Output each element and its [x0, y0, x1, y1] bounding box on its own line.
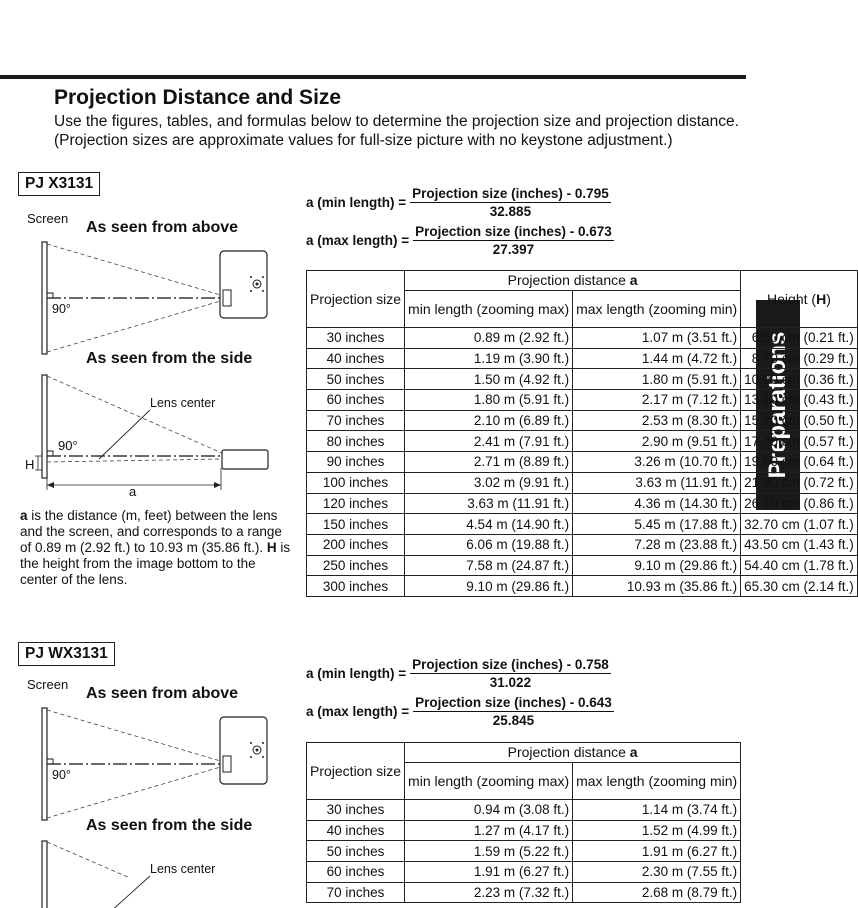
value-cell: 21.80 cm (0.72 ft.): [741, 472, 858, 493]
size-cell: 300 inches: [307, 576, 405, 597]
projection-table-wx3131: [306, 742, 741, 903]
table-row: [307, 514, 858, 535]
formula-min-wx3131: a (min length) = $\frac{\text{Projection size (inches) - 0.758}}{31.022}$: [306, 657, 609, 690]
value-cell: 26.10 cm (0.86 ft.): [741, 493, 858, 514]
value-cell: 10.90 cm (0.36 ft.): [741, 369, 858, 390]
size-cell: 100 inches: [307, 472, 405, 493]
value-cell: 13.10 cm (0.43 ft.): [741, 390, 858, 411]
value-cell: 1.91 m (6.27 ft.): [405, 862, 573, 883]
value-cell: 19.60 cm (0.64 ft.): [741, 452, 858, 473]
value-cell: 15.20 cm (0.50 ft.): [741, 410, 858, 431]
wx3131-diagram: [0, 0, 300, 908]
value-cell: 1.27 m (4.17 ft.): [405, 820, 573, 841]
value-cell: 6.50 cm (0.21 ft.): [741, 328, 858, 349]
value-cell: 1.44 m (4.72 ft.): [573, 348, 741, 369]
value-cell: 43.50 cm (1.43 ft.): [741, 534, 858, 555]
size-cell: 90 inches: [307, 452, 405, 473]
table-row: [307, 862, 741, 883]
value-cell: 10.93 m (35.86 ft.): [573, 576, 741, 597]
value-cell: 2.71 m (8.89 ft.): [405, 452, 573, 473]
formula-max-wx3131: a (max length) = $\frac{\text{Projection size (inches) - 0.643}}{25.845}$: [306, 695, 612, 728]
size-cell: 40 inches: [307, 820, 405, 841]
size-cell: 200 inches: [307, 534, 405, 555]
value-cell: 7.58 m (24.87 ft.): [405, 555, 573, 576]
page-title: Projection Distance and Size: [54, 86, 342, 109]
projection-table-x3131: [306, 270, 858, 597]
value-cell: 1.52 m (4.99 ft.): [573, 820, 741, 841]
value-cell: 2.53 m (8.30 ft.): [573, 410, 741, 431]
value-cell: 1.19 m (3.90 ft.): [405, 348, 573, 369]
top-view-illustration-2: [42, 708, 267, 820]
value-cell: 3.63 m (11.91 ft.): [573, 472, 741, 493]
size-cell: 150 inches: [307, 514, 405, 535]
table-row: [307, 328, 858, 349]
value-cell: 2.41 m (7.91 ft.): [405, 431, 573, 452]
table-row: [307, 431, 858, 452]
value-cell: 0.94 m (3.08 ft.): [405, 800, 573, 821]
header-max-length-2: max length (zooming min): [573, 763, 741, 800]
table-row: [307, 410, 858, 431]
table-row: [307, 841, 741, 862]
table-row: [307, 348, 858, 369]
value-cell: 9.10 m (29.86 ft.): [573, 555, 741, 576]
desc-var-a: a: [20, 508, 28, 523]
value-cell: 4.54 m (14.90 ft.): [405, 514, 573, 535]
desc-var-h: H: [266, 540, 277, 555]
value-cell: 3.02 m (9.91 ft.): [405, 472, 573, 493]
angle-label-top: 90°: [52, 302, 71, 316]
value-cell: 8.70 cm (0.29 ft.): [741, 348, 858, 369]
from-above-heading-2: As seen from above: [86, 685, 239, 702]
size-cell: 120 inches: [307, 493, 405, 514]
value-cell: 1.50 m (4.92 ft.): [405, 369, 573, 390]
table-row: [307, 452, 858, 473]
table-row: [307, 534, 858, 555]
intro-line-2: (Projection sizes are approximate values for full-size picture with no keystone adjustment.): [54, 132, 673, 149]
intro-line-1: Use the figures, tables, and formulas below to determine the projection size and projection distance.: [54, 113, 739, 130]
lens-center-label: Lens center: [150, 396, 216, 410]
side-view-illustration-2: [42, 841, 150, 908]
size-cell: 80 inches: [307, 431, 405, 452]
value-cell: 2.23 m (7.32 ft.): [405, 882, 573, 903]
value-cell: 3.26 m (10.70 ft.): [573, 452, 741, 473]
value-cell: 6.06 m (19.88 ft.): [405, 534, 573, 555]
header-height: Height (H): [741, 271, 858, 328]
value-cell: 4.36 m (14.30 ft.): [573, 493, 741, 514]
model-label-x3131: PJ X3131: [18, 172, 100, 196]
value-cell: 5.45 m (17.88 ft.): [573, 514, 741, 535]
table-row: [307, 820, 741, 841]
size-cell: 250 inches: [307, 555, 405, 576]
value-cell: 1.14 m (3.74 ft.): [573, 800, 741, 821]
from-side-heading-2: As seen from the side: [86, 817, 253, 834]
header-min-length: min length (zooming max): [405, 291, 573, 328]
value-cell: 65.30 cm (2.14 ft.): [741, 576, 858, 597]
value-cell: 1.80 m (5.91 ft.): [405, 390, 573, 411]
header-projection-size-2: Projection size: [307, 743, 405, 800]
size-cell: 70 inches: [307, 882, 405, 903]
formula-max-x3131: a (max length) = $\frac{\text{Projection size (inches) - 0.673}}{27.397}$: [306, 224, 612, 257]
size-cell: 40 inches: [307, 348, 405, 369]
lens-center-label-2: Lens center: [150, 862, 216, 876]
size-cell: 50 inches: [307, 841, 405, 862]
size-cell: 30 inches: [307, 328, 405, 349]
value-cell: 1.59 m (5.22 ft.): [405, 841, 573, 862]
value-cell: 2.90 m (9.51 ft.): [573, 431, 741, 452]
header-projection-distance: Projection distance a: [405, 271, 741, 291]
side-tab-label: Preparations: [764, 331, 791, 479]
value-cell: 3.63 m (11.91 ft.): [405, 493, 573, 514]
header-projection-distance-2: Projection distance a: [405, 743, 741, 763]
size-cell: 60 inches: [307, 390, 405, 411]
table-row: [307, 369, 858, 390]
a-label: a: [129, 484, 137, 499]
value-cell: 2.30 m (7.55 ft.): [573, 862, 741, 883]
table-row: [307, 800, 741, 821]
value-cell: 2.17 m (7.12 ft.): [573, 390, 741, 411]
model-label-wx3131: PJ WX3131: [18, 642, 115, 666]
from-above-heading: As seen from above: [86, 219, 239, 236]
value-cell: 9.10 m (29.86 ft.): [405, 576, 573, 597]
size-cell: 30 inches: [307, 800, 405, 821]
header-max-length: max length (zooming min): [573, 291, 741, 328]
value-cell: 2.68 m (8.79 ft.): [573, 882, 741, 903]
screen-label-2: Screen: [27, 677, 69, 692]
table-row: [307, 882, 741, 903]
value-cell: 1.07 m (3.51 ft.): [573, 328, 741, 349]
size-cell: 50 inches: [307, 369, 405, 390]
table-row: [307, 390, 858, 411]
value-cell: 1.80 m (5.91 ft.): [573, 369, 741, 390]
size-cell: 70 inches: [307, 410, 405, 431]
header-projection-size: Projection size: [307, 271, 405, 328]
table-row: [307, 555, 858, 576]
value-cell: 7.28 m (23.88 ft.): [573, 534, 741, 555]
table-row: [307, 472, 858, 493]
value-cell: 2.10 m (6.89 ft.): [405, 410, 573, 431]
from-side-heading: As seen from the side: [86, 350, 253, 367]
header-min-length-2: min length (zooming max): [405, 763, 573, 800]
angle-label-top-2: 90°: [52, 768, 71, 782]
table-row: [307, 493, 858, 514]
value-cell: 17.40 cm (0.57 ft.): [741, 431, 858, 452]
value-cell: 0.89 m (2.92 ft.): [405, 328, 573, 349]
description-text: a is the distance (m, feet) between the lens and the screen, and corresponds to a range of 0.89 m (2.92 ft.) to 10.93 m (35.86 ft.). H is the height from the image bottom to the center of the lens.: [20, 508, 291, 587]
table-row: [307, 576, 858, 597]
value-cell: 32.70 cm (1.07 ft.): [741, 514, 858, 535]
value-cell: 54.40 cm (1.78 ft.): [741, 555, 858, 576]
h-label: H: [25, 457, 35, 472]
size-cell: 60 inches: [307, 862, 405, 883]
projector-top-icon-2: [220, 717, 267, 784]
formula-min-x3131: a (min length) = $\frac{\text{Projection size (inches) - 0.795}}{32.885}$: [306, 186, 609, 219]
screen-label: Screen: [27, 211, 69, 226]
value-cell: 1.91 m (6.27 ft.): [573, 841, 741, 862]
angle-label-side: 90°: [58, 438, 78, 453]
